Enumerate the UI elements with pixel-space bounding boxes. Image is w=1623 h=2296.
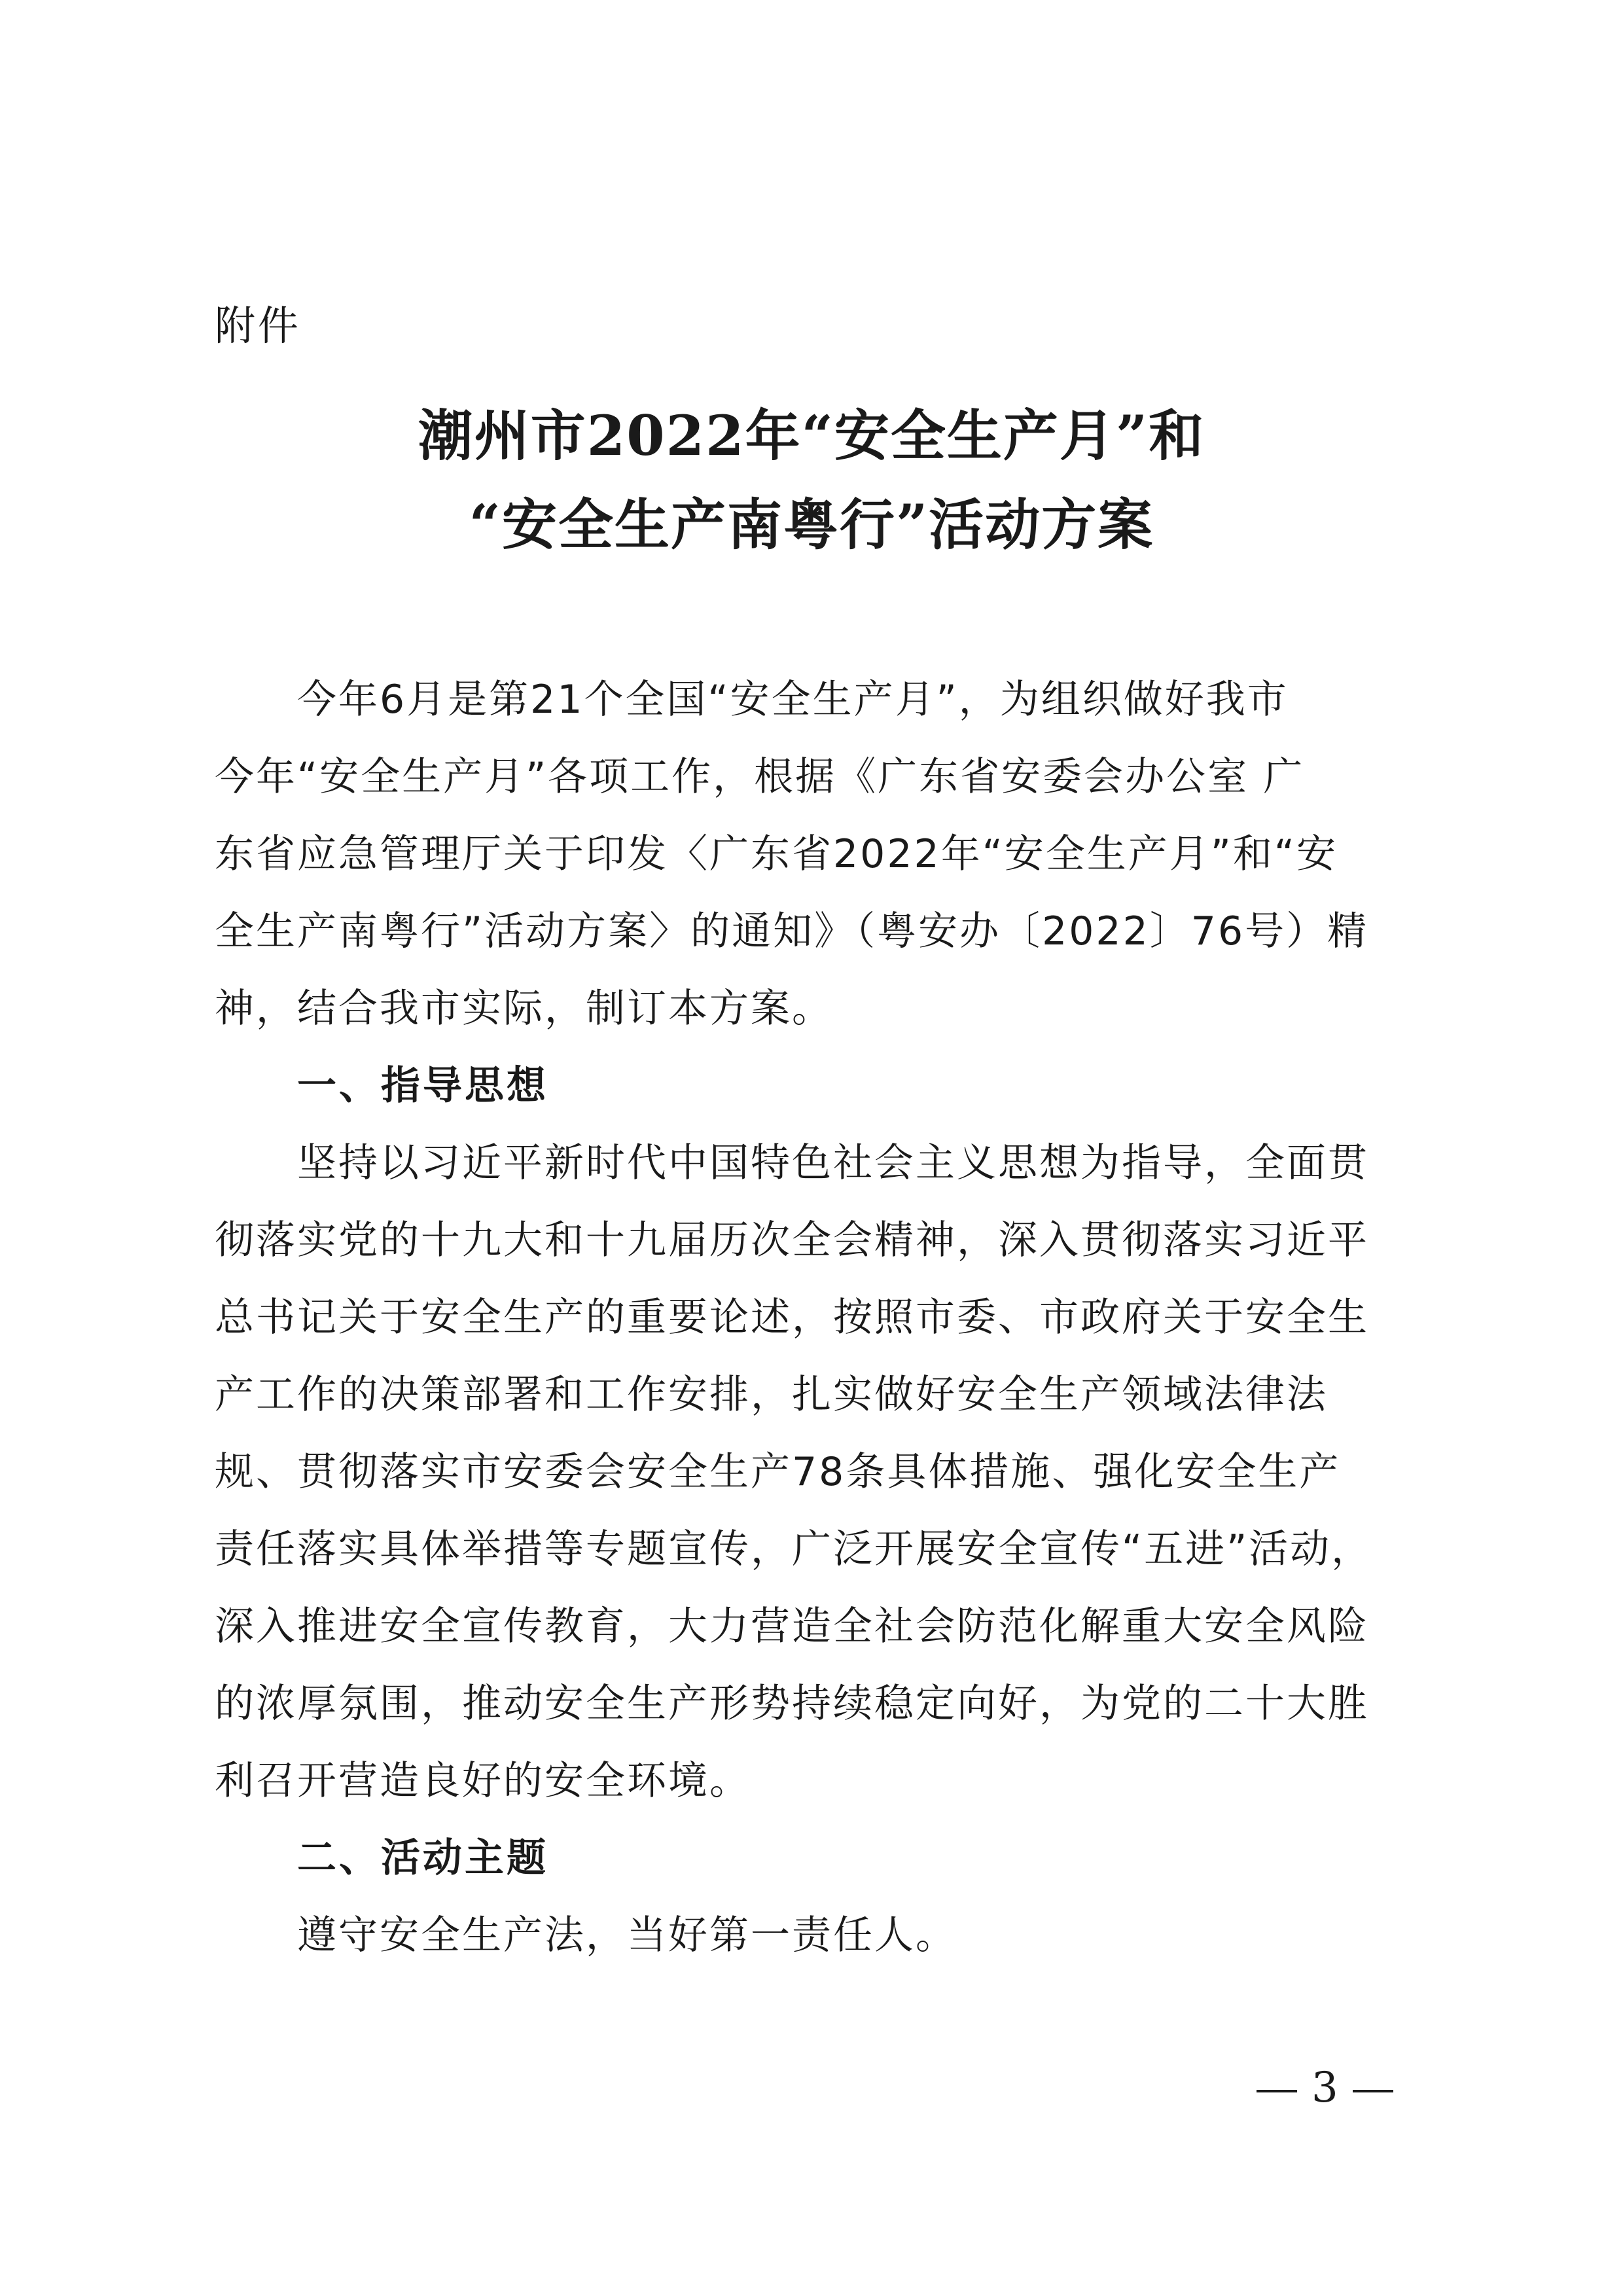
- section2-line: 遵守安全生产法，当好第一责任人。: [297, 1912, 957, 1958]
- section-heading-activity-theme: 二、活动主题: [297, 1835, 548, 1881]
- section1-line: 的浓厚氛围，推动安全生产形势持续稳定向好，为党的二十大胜: [215, 1681, 1369, 1727]
- section1-line: 坚持以习近平新时代中国特色社会主义思想为指导，全面贯: [297, 1140, 1369, 1186]
- section1-line: 利召开营造良好的安全环境。: [215, 1758, 751, 1804]
- section-heading-guiding-ideology: 一、指导思想: [297, 1063, 548, 1109]
- section1-line: 总书记关于安全生产的重要论述，按照市委、市政府关于安全生: [215, 1295, 1369, 1340]
- intro-line: 今年6月是第21个全国“安全生产月”，为组织做好我市: [297, 677, 1289, 723]
- intro-line: 全生产南粤行”活动方案〉的通知》（粤安办〔2022〕76号）精: [215, 908, 1369, 954]
- section1-line: 深入推进安全宣传教育，大力营造全社会防范化解重大安全风险: [215, 1604, 1369, 1649]
- intro-line: 东省应急管理厅关于印发〈广东省2022年“安全生产月”和“安: [215, 831, 1338, 877]
- page-number-dash-right: [1353, 2090, 1393, 2092]
- document-body: [215, 661, 1419, 1974]
- intro-line: 神，结合我市实际，制订本方案。: [215, 986, 833, 1031]
- section1-line: 产工作的决策部署和工作安排，扎实做好安全生产领域法律法: [215, 1372, 1328, 1418]
- page-number: [1257, 2062, 1393, 2114]
- section1-line: 规、贯彻落实市安委会安全生产78条具体措施、强化安全生产: [215, 1449, 1341, 1495]
- page-number-value: 3: [1311, 2064, 1338, 2112]
- section1-line: 责任落实具体举措等专题宣传，广泛开展安全宣传“五进”活动，: [215, 1526, 1373, 1572]
- attachment-label: 附件: [215, 302, 302, 350]
- document-title-line-1: 潮州市2022年“安全生产月”和: [418, 403, 1205, 468]
- section1-line: 彻落实党的十九大和十九届历次全会精神，深入贯彻落实习近平: [215, 1217, 1369, 1263]
- intro-line: 今年“安全生产月”各项工作，根据《广东省安委会办公室 广: [215, 754, 1305, 800]
- document-title-line-2: “安全生产南粤行”活动方案: [469, 492, 1154, 557]
- page-number-dash-left: [1257, 2090, 1297, 2092]
